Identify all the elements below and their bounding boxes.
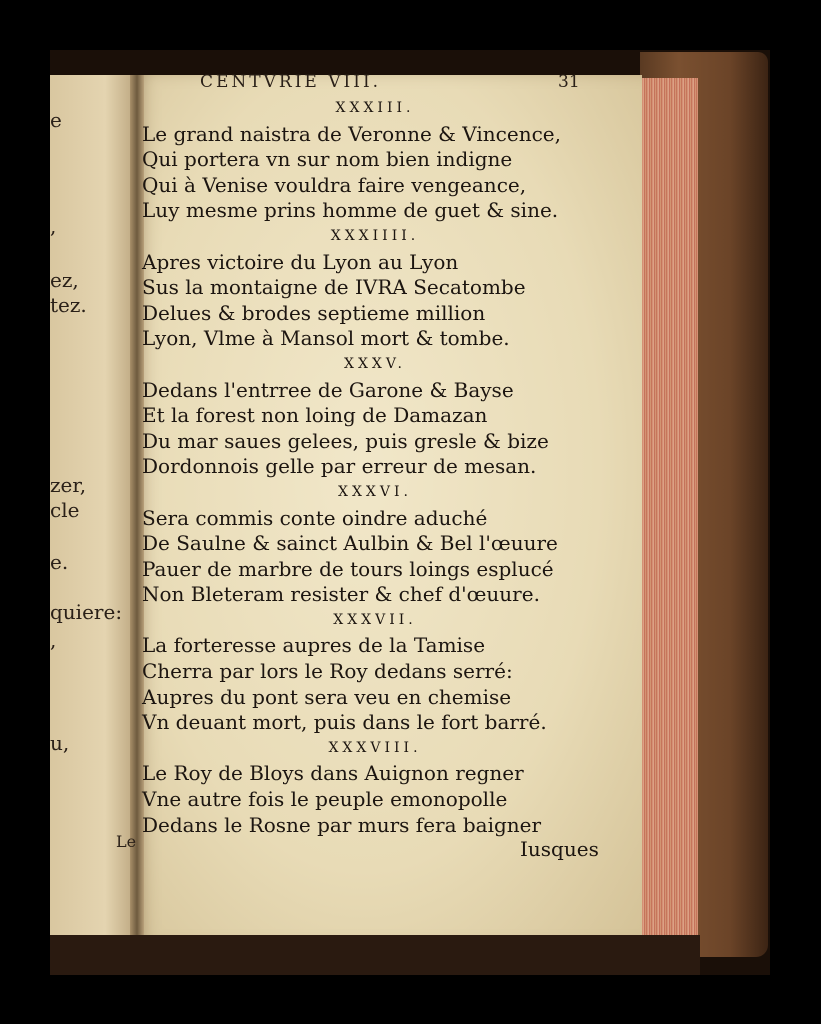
left-fragment: , bbox=[50, 214, 57, 238]
verse-line: La forteresse aupres de la Tamise bbox=[142, 633, 486, 658]
verse-line: De Saulne & sainct Aulbin & Bel l'œuure bbox=[142, 531, 558, 556]
quatrain-number: XXXIIII. bbox=[330, 227, 420, 244]
bottom-band bbox=[50, 935, 700, 975]
quatrain-number: XXXVIII. bbox=[328, 739, 422, 756]
left-fragment: ez, bbox=[50, 268, 79, 292]
page-number: 31 bbox=[558, 72, 580, 92]
verse-line: Dedans le Rosne par murs fera baigner bbox=[142, 812, 542, 837]
verse-line: Non Bleteram resister & chef d'œuure. bbox=[142, 582, 540, 607]
left-fragment: e bbox=[50, 108, 62, 132]
verse-line: Vn deuant mort, puis dans le fort barré. bbox=[142, 710, 547, 735]
catchword: Iusques bbox=[520, 837, 599, 861]
quatrain-number: XXXV. bbox=[343, 355, 406, 372]
verse-line: Cherra par lors le Roy dedans serré: bbox=[142, 659, 513, 684]
left-fragment: , bbox=[50, 628, 57, 652]
left-fragment: quiere: bbox=[50, 600, 123, 624]
running-header bbox=[200, 72, 600, 92]
page-edges bbox=[640, 78, 698, 940]
verse-line: Vne autre fois le peuple emonopolle bbox=[142, 787, 508, 812]
left-fragment: e. bbox=[50, 550, 69, 574]
quatrain-number: XXXVII. bbox=[333, 611, 417, 628]
verse-line: Lyon, Vlme à Mansol mort & tombe. bbox=[142, 326, 510, 351]
verse-line: Pauer de marbre de tours loings esplucé bbox=[142, 556, 554, 581]
verse-line: Le Roy de Bloys dans Auignon regner bbox=[142, 761, 524, 786]
verse-line: Sus la montaigne de IVRA Secatombe bbox=[142, 275, 526, 300]
verse-line: Et la forest non loing de Damazan bbox=[142, 403, 488, 428]
verse-line: Du mar saues gelees, puis gresle & bize bbox=[142, 428, 549, 453]
left-fragment: tez. bbox=[50, 293, 87, 317]
left-fragment: u, bbox=[50, 731, 70, 755]
quatrain-text bbox=[142, 96, 622, 838]
left-fragment: cle bbox=[50, 498, 80, 522]
left-fragment: zer, bbox=[50, 473, 87, 497]
verse-line: Dedans l'entrree de Garone & Bayse bbox=[142, 377, 514, 402]
verse-line: Luy mesme prins homme de guet & sine. bbox=[142, 198, 559, 223]
verse-line: Apres victoire du Lyon au Lyon bbox=[142, 249, 459, 274]
verse-line: Le grand naistra de Veronne & Vincence, bbox=[142, 121, 561, 146]
verse-line: Aupres du pont sera veu en chemise bbox=[142, 684, 512, 709]
left-catchword: Le bbox=[116, 832, 137, 851]
verse-line: Sera commis conte oindre aduché bbox=[142, 505, 488, 530]
verse-line: Dordonnois gelle par erreur de mesan. bbox=[142, 454, 537, 479]
verse-line: Delues & brodes septieme million bbox=[142, 300, 486, 325]
verse-line: Qui à Venise vouldra faire vengeance, bbox=[142, 172, 527, 197]
header-title: CENTVRIE VIII. bbox=[200, 72, 382, 92]
quatrain-number: XXXIII. bbox=[335, 100, 415, 116]
verse-line: Qui portera vn sur nom bien indigne bbox=[142, 147, 513, 172]
quatrain-number: XXXVI. bbox=[338, 483, 412, 500]
